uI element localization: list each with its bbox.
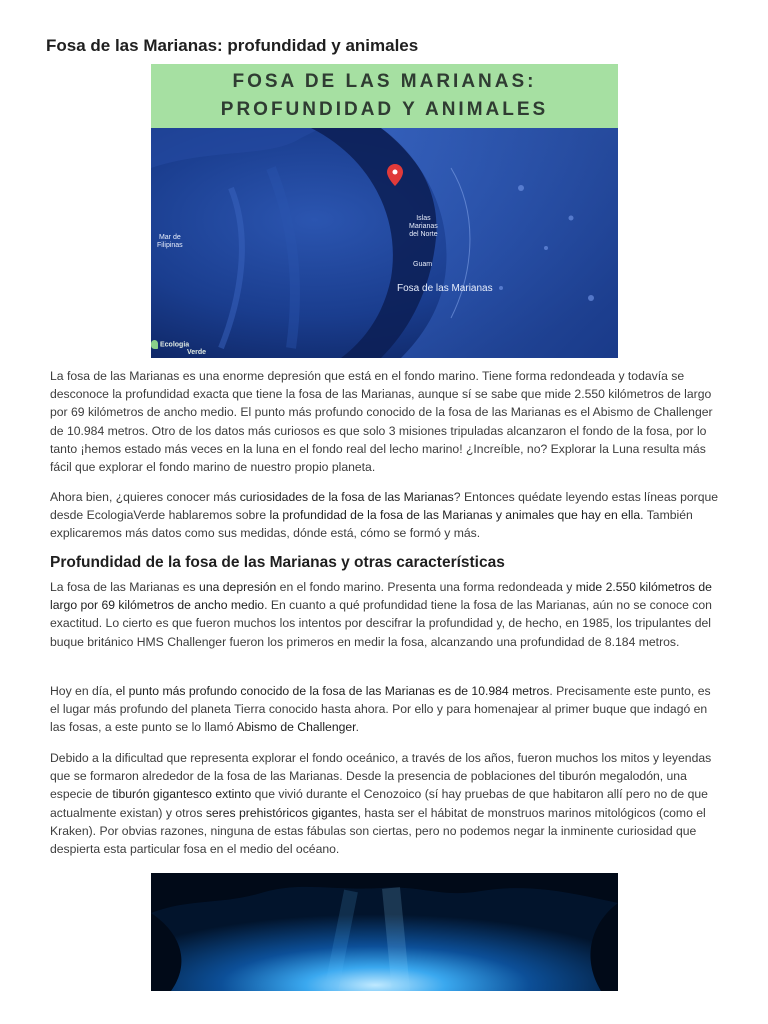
ocean-map xyxy=(151,128,618,358)
underwater-cave-image xyxy=(151,873,618,991)
intro-paragraph-1: La fosa de las Marianas es una enorme depresión que está en el fondo marino. Tiene forma redondeada y todavía se desconoce la profundidad exacta que tiene la fosa de las Marianas, aunque sí se sabe que mide 2.550 kilómetros de largo por 69 kilómetros de ancho medio. El punto más profundo conocido de la fosa de las Marianas es el Abismo de Challenger de 10.984 metros. Otro de los datos más curiosos es que solo 3 misiones tripuladas alcanzaron el fondo de la fosa, por lo tanto ¡hemos estado más veces en la luna en el fondo real del lecho marino! ¿Increíble, no? Explorar la Luna resulta más fácil que explorar el fondo marino de nuestro propio planeta. xyxy=(50,369,713,475)
text-span: Hoy en día, xyxy=(50,684,116,698)
label-islas-line1: Islas xyxy=(416,215,431,222)
hero-banner-line1: FOSA DE LAS MARIANAS: xyxy=(232,71,537,92)
text-span: , hasta ser el hábitat de monstruos marinos mitológicos (como el Kraken). Por obvias razones, ninguna de estas fábulas son ciertas, pero no podemos negar la inminente curiosidad que despierta esta particular fosa en el medio del océano. xyxy=(50,805,706,857)
highlight-medidas: mide 2.550 kilómetros de largo por 69 kilómetros de ancho medio xyxy=(50,580,712,613)
label-mar-filipinas-line1: Mar de xyxy=(158,234,181,241)
article-title: Fosa de las Marianas: profundidad y animales xyxy=(46,36,419,55)
logo-text-2: Verde xyxy=(187,349,207,356)
highlight-abismo: Abismo de Challenger xyxy=(236,720,356,735)
highlight-curiosidades: curiosidades de la fosa de las Marianas xyxy=(239,490,454,504)
label-islas-line3: del Norte xyxy=(409,231,438,238)
section-heading: Profundidad de la fosa de las Marianas y otras características xyxy=(50,554,505,571)
label-islas-line2: Marianas xyxy=(409,223,438,230)
text-span: en el fondo marino. Presenta una forma redondeada y xyxy=(276,580,576,594)
leaf-icon xyxy=(151,340,158,349)
text-span: . También explicaremos más datos como sus medidas, dónde está, cómo se formó y más. xyxy=(50,508,693,541)
text-span: ? Entonces quédate leyendo estas líneas porque desde EcologiaVerde hablaremos sobre xyxy=(50,490,719,523)
highlight-profundidad: la profundidad de la fosa de las Marianas y animales que hay en ella xyxy=(269,508,641,523)
text-span: La fosa de las Marianas es xyxy=(50,580,200,594)
text-span: Debido a la dificultad que representa explorar el fondo oceánico, a través de los años, fueron muchos los mitos y leyendas que se formaron alrededor de la fosa de las Marianas. Desde la presencia de poblaciones del tiburón megalodón, una especie de xyxy=(50,751,712,802)
highlight-seres: seres prehistóricos gigantes xyxy=(205,805,358,820)
highlight-depresion: una depresión xyxy=(199,580,277,594)
ecologiaverde-logo xyxy=(151,340,206,356)
label-guam: Guam xyxy=(413,261,433,268)
label-mar-filipinas-line2: Filipinas xyxy=(157,242,183,249)
hero-image xyxy=(151,64,618,358)
logo-text-1: Ecologia xyxy=(160,341,190,349)
section-paragraph-2 xyxy=(50,682,722,737)
hero-banner xyxy=(151,64,618,128)
cave-graphic xyxy=(151,873,618,991)
section-paragraph-1 xyxy=(50,578,722,651)
label-islas-marianas xyxy=(409,215,438,239)
text-span: que vivió durante el Cenozoico (sí hay pruebas de que habitaron allí pero no de que actualmente existan) y otros xyxy=(50,787,708,820)
label-fosa: Fosa de las Marianas xyxy=(397,283,493,294)
ocean-map-graphic xyxy=(151,128,618,358)
label-mar-filipinas xyxy=(157,234,183,250)
highlight-punto-profundo: el punto más profundo conocido de la fosa de las Marianas es de 10.984 metros xyxy=(115,684,550,698)
text-span: Ahora bien, ¿quieres conocer más xyxy=(50,490,240,504)
text-span: . Precisamente este punto, es el lugar más profundo del planeta Tierra conocido hasta ahora. Por ello y para homenajear al primer buque que indagó en las fosas, a este punto se lo llamó xyxy=(50,684,711,735)
highlight-tiburon: tiburón gigantesco extinto xyxy=(112,787,252,802)
intro-paragraph-2 xyxy=(50,488,722,543)
text-span: . En cuanto a qué profundidad tiene la fosa de las Marianas, aún no se conoce con exactitud. Lo cierto es que fueron muchos los intentos por descifrar la profundidad y, de hecho, en 1985, los tripulantes del buque británico HMS Challenger fueron los primeros en medir la fosa, alcanzando una profundidad de 8.184 metros. xyxy=(50,598,712,649)
hero-banner-line2: PROFUNDIDAD Y ANIMALES xyxy=(220,99,549,120)
text-span: . xyxy=(355,720,359,735)
section-paragraph-3 xyxy=(50,749,722,858)
